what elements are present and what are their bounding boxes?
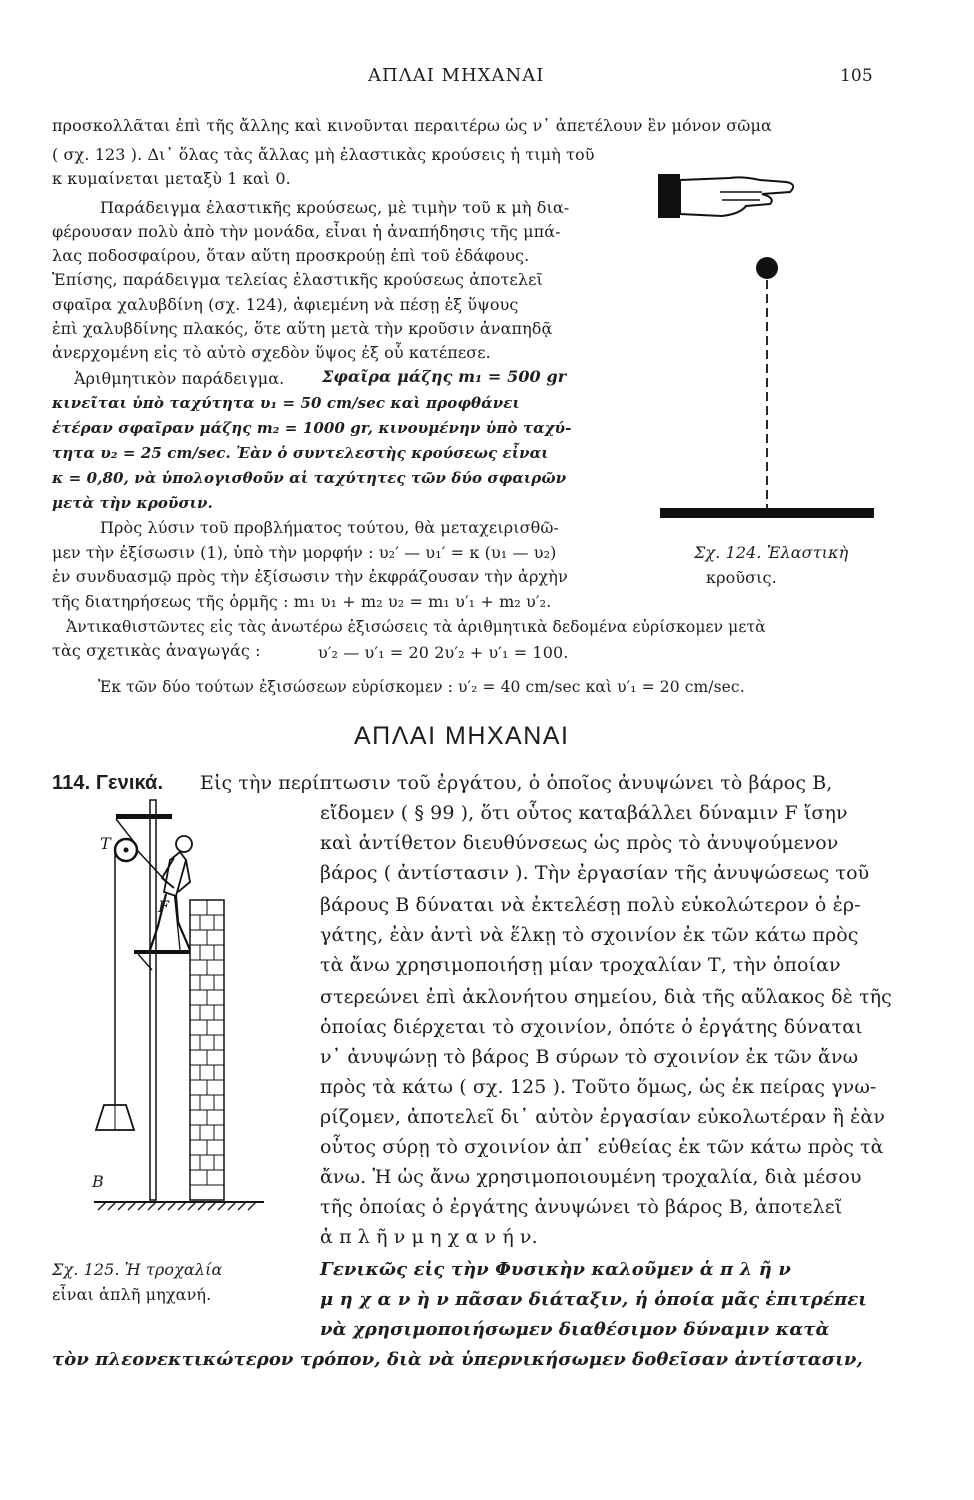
fig125-caption: Σχ. 125. Ἡ τροχαλία xyxy=(52,1260,223,1279)
section-text: τῆς ὁποίας ὁ ἐργάτης ἀνυψώνει τὸ βάρος Β, ἀποτελεῖ xyxy=(320,1196,843,1218)
text-line: σφαῖρα χαλυβδίνη (σχ. 124), ἀφιεμένη νὰ πέσῃ ἐξ ὕψους xyxy=(52,295,519,314)
example-text: τητα υ₂ = 25 cm/sec. Ἐὰν ὁ συντελεστὴς κρούσεως εἶναι xyxy=(52,444,549,462)
section-text: ἁ π λ ῆ ν μ η χ α ν ή ν. xyxy=(320,1226,538,1248)
fig125-caption: εἶναι ἁπλῆ μηχανή. xyxy=(52,1285,212,1304)
cuff-icon xyxy=(658,174,680,218)
text-line: προσκολλᾶται ἐπὶ τῆς ἄλλης καὶ κινοῦνται περαιτέρω ὡς ν᾿ ἀπετέλουν ἓν μόνον σῶμα xyxy=(52,116,772,135)
section-text: καὶ ἀντίθετον διευθύνσεως ὡς πρὸς τὸ ἀνυψούμενον xyxy=(320,832,839,854)
example-text: μετὰ τὴν κροῦσιν. xyxy=(52,494,213,512)
section-number: 114. Γενικά. xyxy=(52,772,164,794)
section-text: ἄνω. Ἡ ὡς ἄνω χρησιμοποιουμένη τροχαλία, διὰ μέσου xyxy=(320,1166,862,1188)
running-title: ΑΠΛΑΙ ΜΗΧΑΝΑΙ xyxy=(368,65,545,86)
text-line: κ κυμαίνεται μεταξὺ 1 καὶ 0. xyxy=(52,169,291,188)
text-line: ( σχ. 123 ). Δι᾿ ὅλας τὰς ἄλλας μὴ ἐλαστικὰς κρούσεις ἡ τιμὴ τοῦ xyxy=(52,145,595,164)
fig125-drawing xyxy=(94,800,314,1250)
section-text: ὁποίας διέρχεται τὸ σχοινίον, ὁπότε ὁ ἐργάτης δύναται xyxy=(320,1016,863,1038)
solution-line: Ἐκ τῶν δύο τούτων ἐξισώσεων εὑρίσκομεν : υ′₂ = 40 cm/sec καὶ υ′₁ = 20 cm/sec. xyxy=(98,678,745,696)
definition-line: μ η χ α ν ὴ ν πᾶσαν διάταξιν, ἡ ὁποία μᾶς ἐπιτρέπει xyxy=(320,1289,868,1310)
solution-line: μεν τὴν ἐξίσωσιν (1), ὑπὸ τὴν μορφήν : υ₂′ — υ₁′ = κ (υ₁ — υ₂) xyxy=(52,543,557,562)
definition-line: τὸν πλεονεκτικώτερον τρόπον, διὰ νὰ ὑπερνικήσωμεν δοθεῖσαν ἀντίστασιν, xyxy=(52,1349,863,1370)
text-line: λας ποδοσφαίρου, ὅταν αὕτη προσκρούῃ ἐπὶ τοῦ ἐδάφους. xyxy=(52,246,530,265)
fig125-label-B: B xyxy=(92,1172,104,1191)
worker-head xyxy=(176,836,192,852)
example-text: Σφαῖρα μάζης m₁ = 500 gr xyxy=(322,367,567,386)
steel-plate xyxy=(660,508,874,518)
example-text: κινεῖται ὑπὸ ταχύτητα υ₁ = 50 cm/sec καὶ προφθάνει xyxy=(52,394,520,412)
fig125-label-F: F xyxy=(158,897,170,916)
solution-line: Πρὸς λύσιν τοῦ προβλήματος τούτου, θὰ μεταχειρισθῶ- xyxy=(100,518,559,537)
solution-line: ἐν συνδυασμῷ πρὸς τὴν ἐξίσωσιν τὴν ἐκφράζουσαν τὴν ἀρχὴν xyxy=(52,567,568,586)
worker-body xyxy=(164,852,186,896)
section-title: ΑΠΛΑΙ ΜΗΧΑΝΑΙ xyxy=(354,722,570,750)
section-text: βάρους Β δύναται νὰ ἐκτελέσῃ πολὺ εὐκολώτερον ὁ ἐρ- xyxy=(320,894,861,916)
solution-line: τὰς σχετικὰς ἀναγωγάς : xyxy=(52,641,261,660)
text-line: ἀνερχομένη εἰς τὸ αὐτὸ σχεδὸν ὕψος ἐξ οὗ κατέπεσε. xyxy=(52,343,491,362)
section-text: οὗτος σύρῃ τὸ σχοινίον ἀπ᾿ εὐθείας ἐκ τῶν κάτω πρὸς τὰ xyxy=(320,1136,884,1158)
example-text: ἑτέραν σφαῖραν μάζης m₂ = 1000 gr, κινουμένην ὑπὸ ταχύ- xyxy=(52,419,572,437)
section-text: ρίζομεν, ἀποτελεῖ δι᾿ αὐτὸν ἐργασίαν εὐκολωτέραν ἢ ἐὰν xyxy=(320,1106,885,1128)
section-text: στερεώνει ἐπὶ ἀκλονήτου σημείου, διὰ τῆς αὔλακος δὲ τῆς xyxy=(320,986,892,1008)
example-label: Ἀριθμητικὸν παράδειγμα. xyxy=(74,369,285,388)
steel-ball-icon xyxy=(756,257,778,279)
section-text: πρὸς τὰ κάτω ( σχ. 125 ). Τοῦτο ὅμως, ὡς ἐκ πείρας γνω- xyxy=(320,1076,877,1098)
text-line: Παράδειγμα ἐλαστικῆς κρούσεως, μὲ τιμὴν τοῦ κ μὴ δια- xyxy=(100,198,570,217)
brick-wall xyxy=(190,900,224,1200)
hand-icon xyxy=(680,177,793,216)
fig124-drawing xyxy=(650,170,890,530)
fig124-caption: κροῦσις. xyxy=(706,568,777,587)
section-text: τὰ ἄνω χρησιμοποιήσῃ μίαν τροχαλίαν Τ, τὴν ὁποίαν xyxy=(320,954,841,976)
fig125-label-T: T xyxy=(100,834,111,853)
equation-line: υ′₂ — υ′₁ = 20 2υ′₂ + υ′₁ = 100. xyxy=(318,643,569,662)
solution-line: Ἀντικαθιστῶντες εἰς τὰς ἀνωτέρω ἐξισώσεις τὰ ἀριθμητικὰ δεδομένα εὑρίσκομεν μετὰ xyxy=(66,618,766,636)
text-line: ἐπὶ χαλυβδίνης πλακός, ὅτε αὕτη μετὰ τὴν κροῦσιν ἀναπηδᾷ xyxy=(52,319,553,338)
section-text: βάρος ( ἀντίστασιν ). Τὴν ἐργασίαν τῆς ἀνυψώσεως τοῦ xyxy=(320,862,870,884)
definition-line: Γενικῶς εἰς τὴν Φυσικὴν καλοῦμεν ἁ π λ ῆ ν xyxy=(320,1259,791,1280)
section-text: Εἰς τὴν περίπτωσιν τοῦ ἐργάτου, ὁ ὁποῖος ἀνυψώνει τὸ βάρος Β, xyxy=(200,772,833,794)
section-text: γάτης, ἐὰν ἀντὶ νὰ ἕλκῃ τὸ σχοινίον ἐκ τῶν κάτω πρὸς xyxy=(320,924,859,946)
page-number: 105 xyxy=(840,66,873,86)
section-text: εἴδομεν ( § 99 ), ὅτι οὗτος καταβάλλει δύναμιν F ἴσην xyxy=(320,802,848,824)
solution-line: τῆς διατηρήσεως τῆς ὁρμῆς : m₁ υ₁ + m₂ υ₂ = m₁ υ′₁ + m₂ υ′₂. xyxy=(52,592,552,611)
example-text: κ = 0,80, νὰ ὑπολογισθοῦν αἱ ταχύτητες τῶν δύο σφαιρῶν xyxy=(52,469,567,487)
text-line: Ἐπίσης, παράδειγμα τελείας ἐλαστικῆς κρούσεως ἀποτελεῖ xyxy=(52,270,543,289)
section-text: ν᾿ ἀνυψώνῃ τὸ βάρος Β σύρων τὸ σχοινίον ἐκ τῶν ἄνω xyxy=(320,1046,859,1068)
beam xyxy=(116,814,172,819)
fig124-caption: Σχ. 124. Ἐλαστικὴ xyxy=(694,543,849,562)
definition-line: νὰ χρησιμοποιήσωμεν διαθέσιμον δύναμιν κατὰ xyxy=(320,1319,830,1340)
pole xyxy=(150,800,156,1200)
text-line: φέρουσαν πολὺ ἀπὸ τὴν μονάδα, εἶναι ἡ ἀναπήδησις τῆς μπά- xyxy=(52,222,561,241)
